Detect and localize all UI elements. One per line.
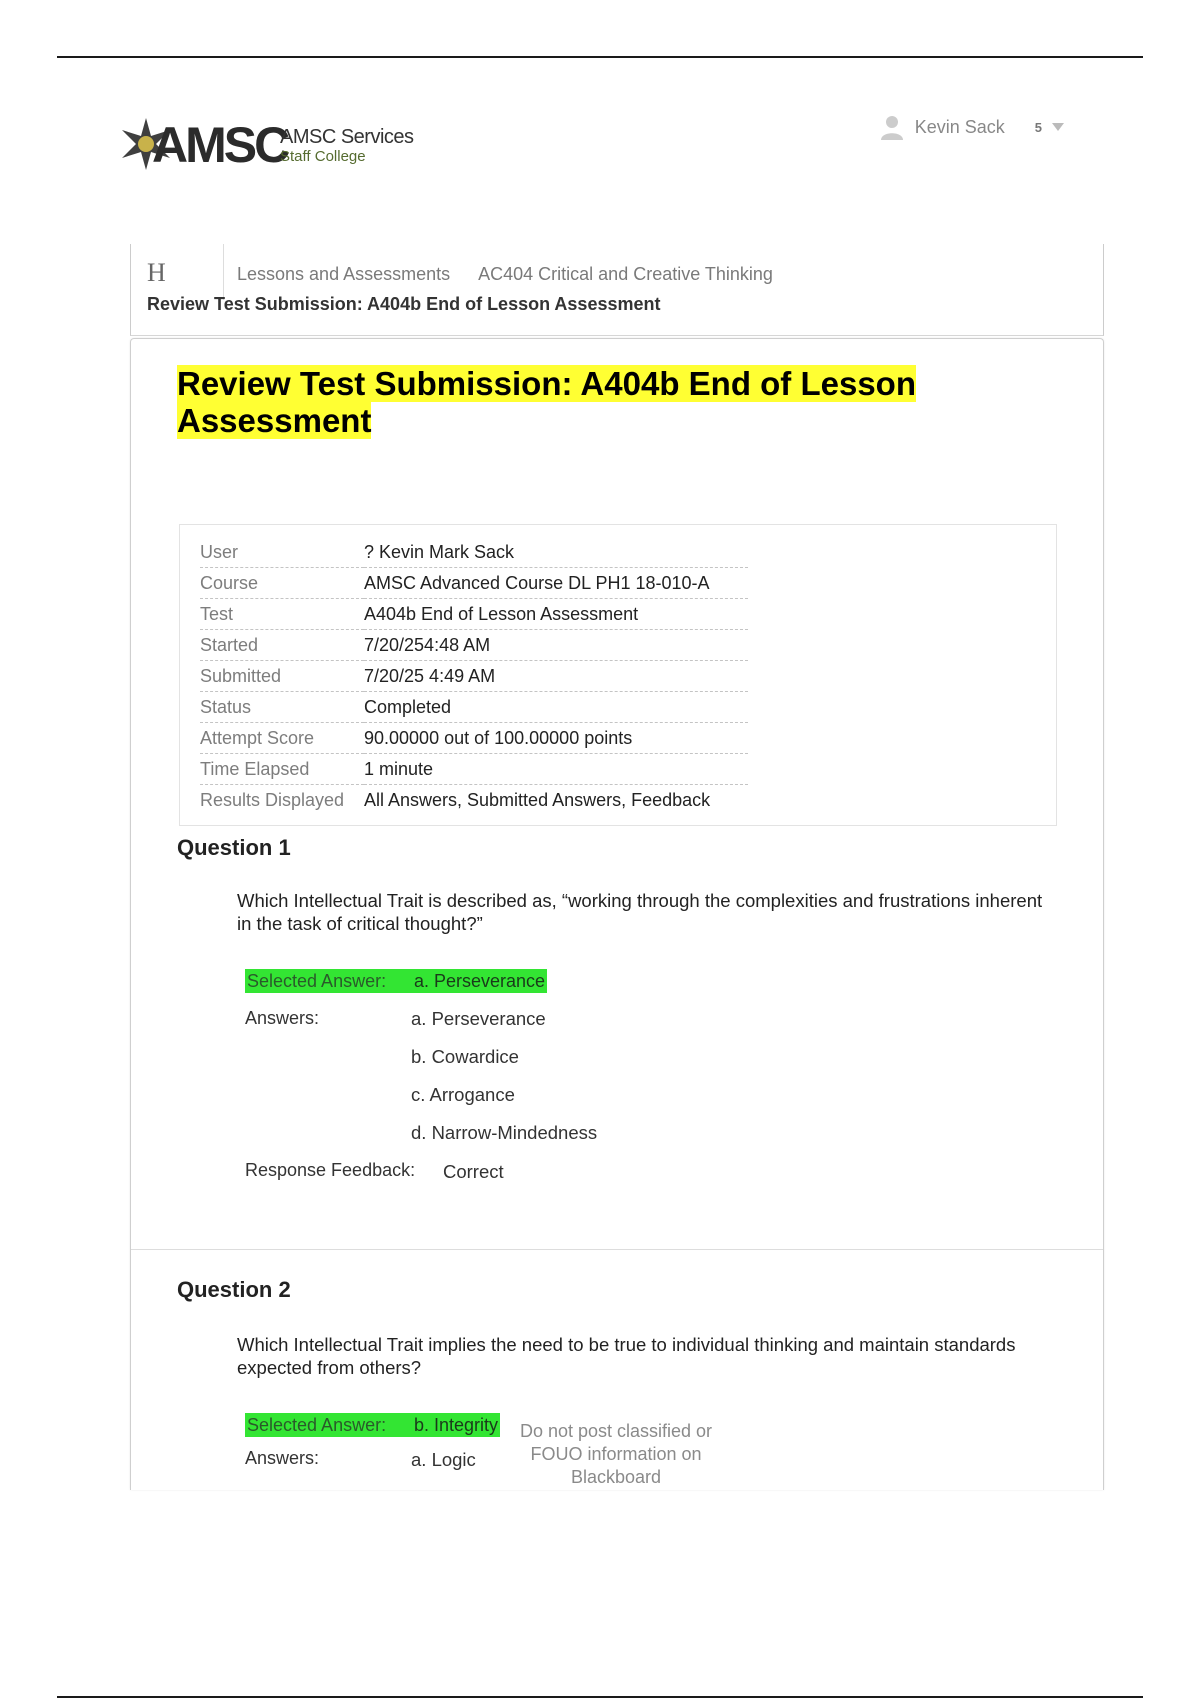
summary-label: Attempt Score bbox=[200, 723, 364, 754]
summary-label: Status bbox=[200, 692, 364, 723]
home-icon[interactable]: H bbox=[147, 258, 166, 287]
summary-label: Started bbox=[200, 630, 364, 661]
selected-answer-value: b. Integrity bbox=[414, 1414, 499, 1435]
breadcrumb-current: Review Test Submission: A404b End of Lesson Assessment bbox=[147, 294, 661, 314]
answers-label: Answers: bbox=[245, 1448, 320, 1468]
selected-answer-value: a. Perseverance bbox=[414, 970, 546, 991]
content-panel bbox=[130, 338, 1104, 1490]
top-page-rule bbox=[57, 56, 1143, 58]
chevron-down-icon[interactable] bbox=[1052, 123, 1064, 131]
selected-answer-label: Selected Answer: bbox=[247, 1414, 387, 1435]
summary-row bbox=[200, 537, 748, 568]
summary-value: ? Kevin Mark Sack bbox=[364, 537, 748, 568]
classified-notice: Do not post classified or FOUO information on Blackboard bbox=[519, 1421, 713, 1487]
question-2-text: Which Intellectual Trait implies the need to be true to individual thinking and maintain standards expected from others? bbox=[237, 1334, 1016, 1378]
summary-value: 7/20/254:48 AM bbox=[364, 630, 748, 661]
amsc-logo[interactable] bbox=[118, 112, 458, 182]
summary-label: User bbox=[200, 537, 364, 568]
submission-summary bbox=[179, 524, 1057, 826]
summary-row bbox=[200, 568, 748, 599]
summary-label: Test bbox=[200, 599, 364, 630]
page-title: Review Test Submission: A404b End of Lesson Assessment bbox=[177, 365, 916, 439]
summary-row bbox=[200, 661, 748, 692]
summary-value: AMSC Advanced Course DL PH1 18-010-A bbox=[364, 568, 748, 599]
summary-value: Completed bbox=[364, 692, 748, 723]
answer-option: d. Narrow-Mindedness bbox=[411, 1122, 598, 1143]
bottom-page-rule bbox=[57, 1696, 1143, 1698]
question-1-text: Which Intellectual Trait is described as, “working through the complexities and frustrations inherent in the task of critical thought?” bbox=[237, 890, 1043, 934]
summary-label: Results Displayed bbox=[200, 789, 345, 810]
summary-value: A404b End of Lesson Assessment bbox=[364, 599, 748, 630]
logo-text: AMSC bbox=[152, 117, 288, 173]
answers-label: Answers: bbox=[245, 1008, 320, 1028]
summary-value: All Answers, Submitted Answers, Feedback bbox=[364, 789, 711, 810]
summary-label: Course bbox=[200, 568, 364, 599]
summary-row bbox=[200, 599, 748, 630]
summary-row bbox=[200, 692, 748, 723]
question-2-title: Question 2 bbox=[177, 1277, 291, 1302]
answer-option: a. Perseverance bbox=[411, 1008, 546, 1029]
summary-row bbox=[200, 785, 748, 816]
answer-option: a. Logic bbox=[411, 1449, 476, 1470]
breadcrumb-separator bbox=[223, 244, 224, 300]
summary-label: Submitted bbox=[200, 661, 364, 692]
logo-subtitle-college: Staff College bbox=[280, 148, 366, 165]
question-2-selected-answer bbox=[245, 1413, 500, 1437]
summary-value: 7/20/25 4:49 AM bbox=[364, 661, 748, 692]
logo-subtitle-services: AMSC Services bbox=[280, 126, 414, 148]
question-divider bbox=[131, 1249, 1103, 1250]
summary-label: Time Elapsed bbox=[200, 754, 364, 785]
notification-count[interactable]: 5 bbox=[1034, 119, 1042, 135]
summary-value: 1 minute bbox=[364, 754, 748, 785]
selected-answer-label: Selected Answer: bbox=[247, 970, 387, 991]
summary-row bbox=[200, 723, 748, 754]
summary-row bbox=[200, 630, 748, 661]
response-feedback-label: Response Feedback: bbox=[245, 1160, 416, 1180]
question-1-selected-answer bbox=[245, 969, 547, 993]
summary-value: 90.00000 out of 100.00000 points bbox=[364, 723, 748, 754]
question-1-title: Question 1 bbox=[177, 835, 291, 860]
breadcrumb-lessons-link[interactable]: Lessons and Assessments bbox=[237, 264, 451, 284]
answer-option: c. Arrogance bbox=[411, 1084, 515, 1105]
user-menu[interactable] bbox=[879, 114, 1064, 140]
summary-row bbox=[200, 754, 748, 785]
response-feedback-value: Correct bbox=[443, 1161, 504, 1182]
user-name[interactable]: Kevin Sack bbox=[914, 116, 1005, 137]
breadcrumb bbox=[130, 244, 1104, 336]
user-avatar-icon bbox=[879, 114, 905, 140]
answer-option: b. Cowardice bbox=[411, 1046, 519, 1067]
breadcrumb-course-link[interactable]: AC404 Critical and Creative Thinking bbox=[478, 264, 773, 284]
